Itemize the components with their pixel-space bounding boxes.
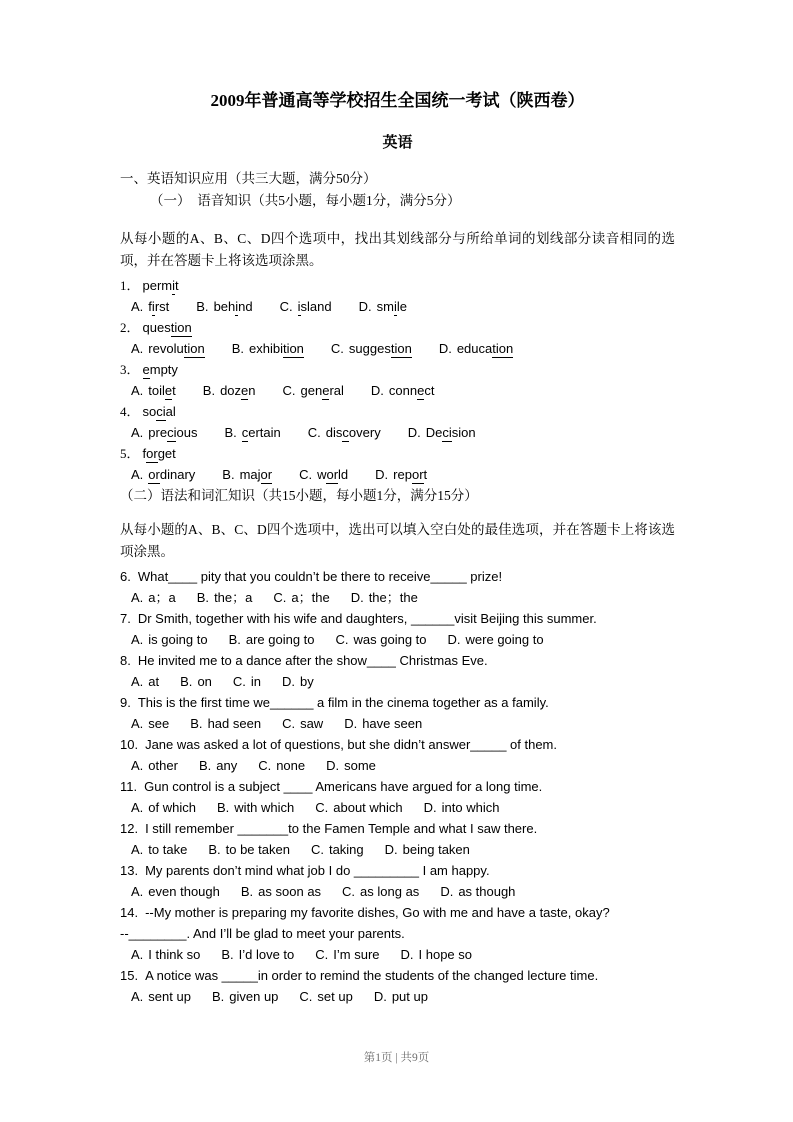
question-number: 4． xyxy=(120,404,140,419)
phonetics-options-line xyxy=(120,422,675,443)
question-text: --________. And I’ll be glad to meet your parents. xyxy=(120,926,405,941)
option-item xyxy=(241,881,321,902)
word-part: f xyxy=(148,299,152,314)
footer-page-indicator: 第1页 | 共9页 xyxy=(363,1052,430,1064)
word-part: ld xyxy=(338,467,349,482)
option-label: C. xyxy=(330,341,344,356)
option-text: of which xyxy=(148,800,196,815)
question-number: 12. xyxy=(120,821,139,836)
word-part: ral xyxy=(329,383,344,398)
question-number: 11. xyxy=(120,779,138,794)
option-item xyxy=(208,839,290,860)
option-item xyxy=(273,587,329,608)
option-label: D. xyxy=(358,299,372,314)
option-text: other xyxy=(148,758,178,773)
option-item xyxy=(359,296,407,317)
question-number: 13. xyxy=(120,863,139,878)
question-text: Jane was asked a lot of questions, but she didn’t answer_____ of them. xyxy=(145,737,558,752)
option-text: I think so xyxy=(148,947,201,962)
option-item xyxy=(131,881,220,902)
option-item xyxy=(282,671,314,692)
phonetics-instructions: 从每小题的A、B、C、D四个选项中，找出其划线部分与所给单词的划线部分读音相同的选项，并在答题卡上将该选项涂黑。 xyxy=(120,231,675,268)
option-text: put up xyxy=(391,989,428,1004)
option-text: into which xyxy=(441,800,500,815)
underlined-part: e xyxy=(322,383,330,398)
option-item xyxy=(375,464,427,485)
option-label: A. xyxy=(131,758,144,773)
word-part: le xyxy=(396,299,407,314)
option-text: being taken xyxy=(402,842,470,857)
option-item xyxy=(311,839,364,860)
option-label: A. xyxy=(131,947,144,962)
word-part: mpty xyxy=(149,362,178,377)
word-part: ques xyxy=(142,320,171,335)
underlined-part: i xyxy=(393,299,397,314)
option-item xyxy=(351,587,418,608)
option-label: B. xyxy=(224,425,237,440)
option-label: B. xyxy=(228,632,241,647)
option-label: B. xyxy=(217,800,230,815)
option-label: D. xyxy=(384,842,398,857)
option-label: D. xyxy=(282,674,296,689)
option-label: A. xyxy=(131,842,144,857)
question-number: 9. xyxy=(120,695,131,710)
grammar-question-line xyxy=(120,860,675,881)
option-item xyxy=(283,380,344,401)
word-part: dinary xyxy=(159,467,196,482)
option-item xyxy=(299,986,352,1007)
word-part: ct xyxy=(424,383,435,398)
option-item xyxy=(344,713,422,734)
word-part: beh xyxy=(213,299,236,314)
question-number: 2． xyxy=(120,320,140,335)
grammar-question-line xyxy=(120,692,675,713)
phonetics-options-line xyxy=(120,338,675,359)
question-text: He invited me to a dance after the show____ Christmas Eve. xyxy=(137,653,488,668)
grammar-options-line xyxy=(120,713,675,734)
option-label: C. xyxy=(342,884,356,899)
grammar-question-line xyxy=(120,923,675,944)
option-item xyxy=(131,296,169,317)
option-item xyxy=(342,881,419,902)
option-item xyxy=(232,338,304,359)
option-item xyxy=(222,464,272,485)
option-text: a；the xyxy=(291,590,330,605)
page-title: 2009年普通高等学校招生全国统一考试（陕西卷） xyxy=(210,91,585,110)
word-part: maj xyxy=(239,467,261,482)
option-label: D. xyxy=(373,989,387,1004)
option-label: A. xyxy=(131,341,144,356)
word-part: educa xyxy=(456,341,493,356)
underlined-part: c xyxy=(241,425,249,440)
option-label: C. xyxy=(310,842,324,857)
word-part: rst xyxy=(154,299,170,314)
option-item xyxy=(131,464,195,485)
option-item xyxy=(199,755,237,776)
grammar-question-line xyxy=(120,608,675,629)
grammar-question-line xyxy=(120,566,675,587)
underlined-part: or xyxy=(146,446,158,461)
option-item xyxy=(217,797,294,818)
option-text: the；the xyxy=(368,590,418,605)
option-item xyxy=(131,839,187,860)
option-label: A. xyxy=(131,800,144,815)
underlined-part: i xyxy=(235,299,239,314)
option-text: was going to xyxy=(353,632,427,647)
option-text: had seen xyxy=(207,716,262,731)
underlined-part: e xyxy=(241,383,249,398)
option-text: are going to xyxy=(245,632,315,647)
grammar-question-line xyxy=(120,776,675,797)
question-number: 6. xyxy=(120,569,131,584)
word-part: revolu xyxy=(148,341,184,356)
option-label: C. xyxy=(282,383,296,398)
option-text: see xyxy=(148,716,170,731)
option-text: I’m sure xyxy=(333,947,380,962)
option-text: a；a xyxy=(148,590,176,605)
option-item xyxy=(131,944,200,965)
underlined-part: ci xyxy=(156,404,166,419)
option-label: A. xyxy=(131,383,144,398)
option-label: B. xyxy=(202,383,216,398)
word-part: sland xyxy=(300,299,332,314)
question-text: This is the first time we______ a film in the cinema together as a family. xyxy=(137,695,549,710)
question-text: Dr Smith, together with his wife and daughters, ______visit Beijing this summer. xyxy=(137,611,597,626)
option-text: were going to xyxy=(465,632,544,647)
underlined-part: e xyxy=(142,362,150,377)
option-label: A. xyxy=(131,674,144,689)
word-part: t xyxy=(172,383,176,398)
grammar-options-line xyxy=(120,755,675,776)
grammar-instructions: 从每小题的A、B、C、D四个选项中，选出可以填入空白处的最佳选项，并在答题卡上将该选项涂黑。 xyxy=(120,522,675,559)
option-label: A. xyxy=(131,299,144,314)
option-label: D. xyxy=(370,383,384,398)
grammar-options-line xyxy=(120,797,675,818)
word-part: al xyxy=(165,404,176,419)
option-label: D. xyxy=(326,758,340,773)
option-text: with which xyxy=(234,800,295,815)
option-label: D. xyxy=(375,467,389,482)
option-text: even though xyxy=(148,884,220,899)
underlined-part: tion xyxy=(492,341,514,356)
option-item xyxy=(282,713,323,734)
option-text: on xyxy=(197,674,212,689)
option-text: some xyxy=(344,758,376,773)
option-label: B. xyxy=(240,884,254,899)
option-item xyxy=(131,797,196,818)
grammar-items xyxy=(120,566,675,1007)
option-item xyxy=(203,380,256,401)
word-part: nd xyxy=(238,299,253,314)
option-text: I hope so xyxy=(418,947,473,962)
option-text: the；a xyxy=(214,590,253,605)
underlined-part: e xyxy=(164,383,173,398)
grammar-question-line xyxy=(120,734,675,755)
option-text: set up xyxy=(317,989,353,1004)
option-label: B. xyxy=(231,341,244,356)
underlined-part: i xyxy=(151,299,155,314)
option-text: as long as xyxy=(360,884,420,899)
grammar-question-line xyxy=(120,902,675,923)
question-text: What____ pity that you couldn’t be there to receive_____ prize! xyxy=(137,569,503,584)
word-part: gen xyxy=(300,383,323,398)
word-part: conn xyxy=(388,383,418,398)
grammar-options-line xyxy=(120,671,675,692)
option-item xyxy=(424,797,500,818)
option-label: A. xyxy=(131,884,144,899)
page-subtitle: 英语 xyxy=(382,135,413,151)
word-part: exhibi xyxy=(248,341,283,356)
underlined-part: ci xyxy=(442,425,452,440)
grammar-question-line xyxy=(120,650,675,671)
word-part: toil xyxy=(148,383,165,398)
word-part: w xyxy=(317,467,327,482)
option-item xyxy=(299,464,348,485)
phonetics-question-line xyxy=(120,443,675,464)
grammar-options-line xyxy=(120,587,675,608)
word-part: dis xyxy=(325,425,343,440)
option-label: B. xyxy=(211,989,225,1004)
option-item xyxy=(233,671,261,692)
option-item xyxy=(131,380,176,401)
option-text: given up xyxy=(229,989,279,1004)
word-part: get xyxy=(157,446,176,461)
option-item xyxy=(371,380,435,401)
option-item xyxy=(131,986,191,1007)
option-label: B. xyxy=(221,947,234,962)
underlined-part: e xyxy=(417,383,425,398)
option-item xyxy=(180,671,212,692)
option-item xyxy=(336,629,427,650)
section-heading: 一、英语知识应用（共三大题，满分50分） xyxy=(120,171,377,186)
subsection-phonetics-heading: （一） 语音知识（共5小题，每小题1分，满分5分） xyxy=(150,193,461,208)
option-item xyxy=(315,944,379,965)
question-number: 7. xyxy=(120,611,131,626)
underlined-part: or xyxy=(260,467,273,482)
question-number: 5． xyxy=(120,446,140,461)
option-item xyxy=(131,587,176,608)
option-text: to be taken xyxy=(225,842,290,857)
option-label: B. xyxy=(198,758,212,773)
underlined-part: tion xyxy=(390,341,412,356)
option-text: saw xyxy=(300,716,324,731)
option-label: D. xyxy=(423,800,437,815)
option-text: none xyxy=(276,758,306,773)
option-label: C. xyxy=(232,674,246,689)
option-text: to take xyxy=(148,842,188,857)
option-item xyxy=(408,422,476,443)
option-text: is going to xyxy=(148,632,208,647)
word-part: De xyxy=(425,425,443,440)
option-item xyxy=(440,881,515,902)
option-label: D. xyxy=(400,947,414,962)
word-part: so xyxy=(142,404,157,419)
phonetics-question-line xyxy=(120,359,675,380)
underlined-part: tion xyxy=(282,341,304,356)
option-label: D. xyxy=(438,341,452,356)
option-text: any xyxy=(216,758,238,773)
option-item xyxy=(131,671,159,692)
grammar-options-line xyxy=(120,986,675,1007)
word-part: rep xyxy=(393,467,412,482)
word-part: sugges xyxy=(348,341,391,356)
question-text: --My mother is preparing my favorite dishes, Go with me and have a taste, okay? xyxy=(145,905,610,920)
question-number: 3． xyxy=(120,362,140,377)
option-text: in xyxy=(250,674,262,689)
underlined-part: i xyxy=(172,278,176,293)
option-item xyxy=(224,422,280,443)
option-item xyxy=(448,629,544,650)
subsection-grammar-heading: （二）语法和词汇知识（共15小题，每小题1分，满分15分） xyxy=(120,488,478,503)
question-text: I still remember _______to the Famen Temple and what I saw there. xyxy=(145,821,538,836)
option-item xyxy=(197,587,253,608)
option-item xyxy=(385,839,470,860)
question-text: My parents don’t mind what job I do _________ I am happy. xyxy=(145,863,490,878)
phonetics-question-line xyxy=(120,401,675,422)
option-text: about which xyxy=(333,800,403,815)
option-label: B. xyxy=(222,467,235,482)
word-part: n xyxy=(248,383,256,398)
question-number: 10. xyxy=(120,737,139,752)
underlined-part: or xyxy=(411,467,424,482)
word-part: perm xyxy=(142,278,173,293)
option-label: C. xyxy=(273,590,287,605)
underlined-part: c xyxy=(342,425,349,440)
option-item xyxy=(326,755,376,776)
option-text: taking xyxy=(328,842,364,857)
question-number: 1． xyxy=(120,278,140,293)
word-part: doz xyxy=(220,383,242,398)
option-label: A. xyxy=(131,590,144,605)
word-part: ous xyxy=(176,425,198,440)
word-part: overy xyxy=(348,425,381,440)
option-label: D. xyxy=(344,716,358,731)
underlined-part: i xyxy=(297,299,301,314)
grammar-options-line xyxy=(120,881,675,902)
grammar-question-line xyxy=(120,818,675,839)
word-part: f xyxy=(142,446,147,461)
phonetics-question-line xyxy=(120,275,675,296)
option-label: A. xyxy=(131,632,144,647)
option-item xyxy=(374,986,428,1007)
option-label: B. xyxy=(196,590,210,605)
option-label: C. xyxy=(282,716,296,731)
option-item xyxy=(131,713,169,734)
option-item xyxy=(131,338,205,359)
option-label: C. xyxy=(299,989,313,1004)
option-text: by xyxy=(300,674,314,689)
phonetics-options-line xyxy=(120,464,675,485)
option-text: I’d love to xyxy=(238,947,295,962)
option-text: as though xyxy=(458,884,516,899)
grammar-options-line xyxy=(120,944,675,965)
option-item xyxy=(315,797,402,818)
option-label: C. xyxy=(299,467,313,482)
option-label: A. xyxy=(131,425,144,440)
word-part: t xyxy=(175,278,179,293)
phonetics-options-line xyxy=(120,296,675,317)
option-item xyxy=(308,422,381,443)
question-number: 15. xyxy=(120,968,139,983)
word-part: sion xyxy=(451,425,476,440)
option-label: D. xyxy=(407,425,421,440)
option-item xyxy=(131,422,197,443)
option-item xyxy=(401,944,473,965)
question-number: 14. xyxy=(120,905,139,920)
grammar-options-line xyxy=(120,629,675,650)
option-label: C. xyxy=(335,632,349,647)
option-label: B. xyxy=(190,716,203,731)
underlined-part: tion xyxy=(183,341,205,356)
option-label: B. xyxy=(208,842,221,857)
option-text: as soon as xyxy=(258,884,322,899)
option-label: D. xyxy=(350,590,364,605)
option-item xyxy=(221,944,294,965)
grammar-question-line xyxy=(120,965,675,986)
option-item xyxy=(280,296,332,317)
underlined-part: ci xyxy=(167,425,177,440)
option-item xyxy=(196,296,252,317)
option-label: C. xyxy=(307,425,321,440)
option-label: B. xyxy=(180,674,193,689)
word-part: sm xyxy=(376,299,394,314)
option-text: have seen xyxy=(362,716,423,731)
question-text: A notice was _____in order to remind the students of the changed lecture time. xyxy=(145,968,599,983)
option-label: D. xyxy=(447,632,461,647)
option-item xyxy=(131,755,178,776)
option-item xyxy=(190,713,261,734)
option-item xyxy=(439,338,513,359)
phonetics-options-line xyxy=(120,380,675,401)
option-label: B. xyxy=(196,299,209,314)
option-label: A. xyxy=(131,467,144,482)
option-item xyxy=(229,629,315,650)
option-label: C. xyxy=(315,800,329,815)
option-text: at xyxy=(148,674,160,689)
option-text: sent up xyxy=(148,989,191,1004)
underlined-part: or xyxy=(148,467,160,482)
option-item xyxy=(331,338,412,359)
option-label: A. xyxy=(131,716,144,731)
option-label: A. xyxy=(131,989,144,1004)
word-part: pre xyxy=(148,425,168,440)
option-item xyxy=(212,986,278,1007)
option-label: C. xyxy=(279,299,293,314)
option-item xyxy=(131,629,208,650)
phonetics-items xyxy=(120,275,675,485)
word-part: t xyxy=(423,467,428,482)
question-number: 8. xyxy=(120,653,131,668)
option-label: C. xyxy=(315,947,329,962)
option-label: C. xyxy=(258,758,272,773)
underlined-part: tion xyxy=(170,320,192,335)
question-text: Gun control is a subject ____ Americans have argued for a long time. xyxy=(144,779,543,794)
option-label: D. xyxy=(440,884,454,899)
option-item xyxy=(258,755,305,776)
grammar-options-line xyxy=(120,839,675,860)
word-part: ertain xyxy=(248,425,281,440)
underlined-part: or xyxy=(326,467,339,482)
phonetics-question-line xyxy=(120,317,675,338)
